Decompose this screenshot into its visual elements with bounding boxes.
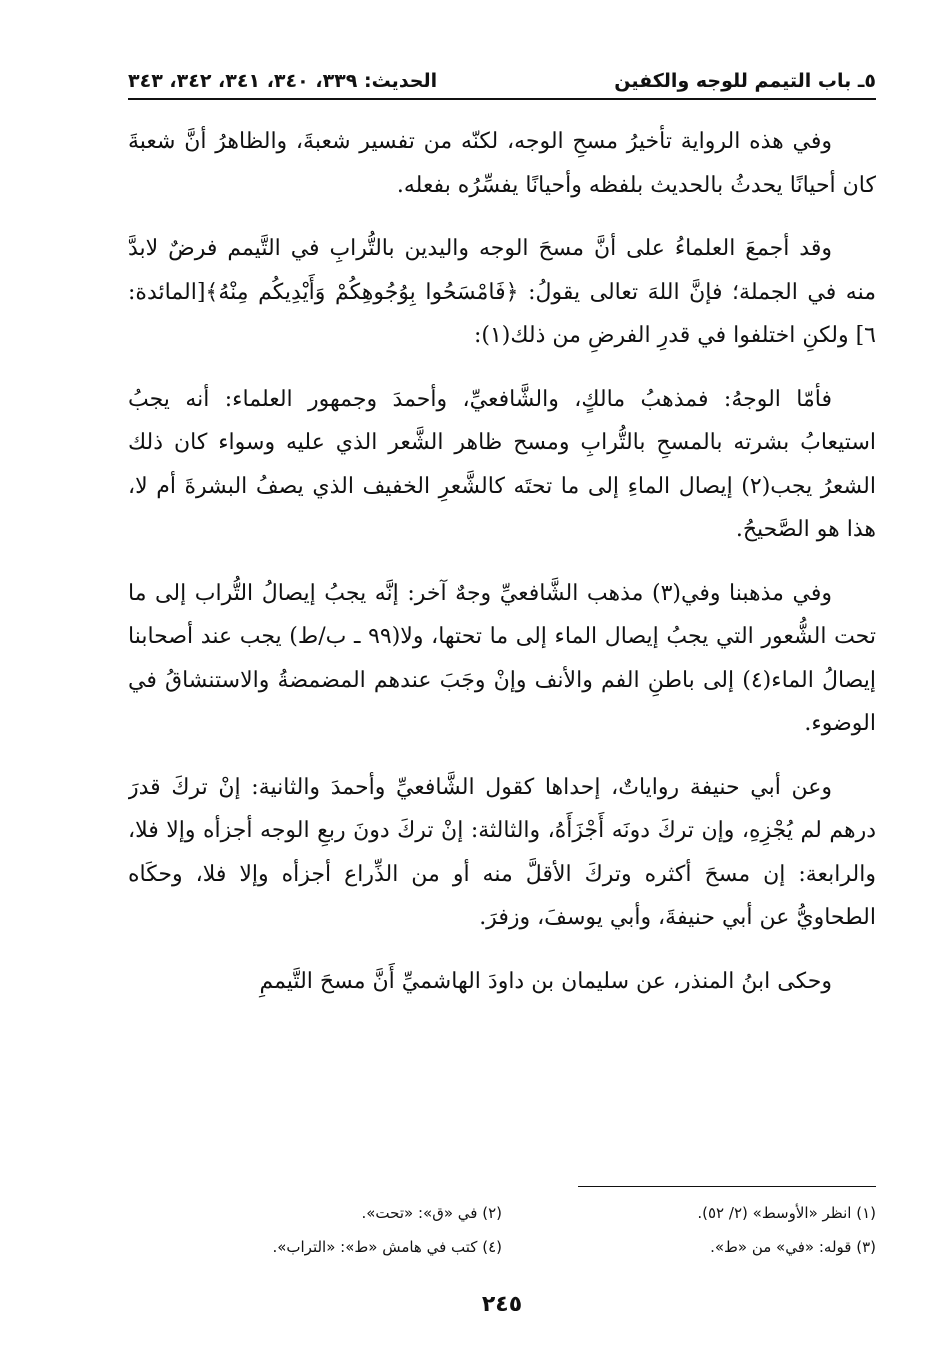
paragraph: وفي مذهبنا وفي(٣) مذهب الشَّافعيِّ وجهٌ آخر: إنَّه يجبُ إيصالُ التُّراب إلى ما تحت الشُّعور التي يجبُ إيصال الماء إلى ما تحتها، ولا(٩٩ ـ ب/ط) يجب عند أصحابنا إيصالُ الماء(٤) إلى باطنِ الفم والأنف وإنْ وجَبَ عندهم المضمضةُ والاستنشاقُ في الوضوء. <box>128 580 876 736</box>
page-number: ٢٤٥ <box>481 1292 523 1317</box>
main-text <box>128 120 876 1228</box>
paragraph: فأمّا الوجهُ: فمذهبُ مالكٍ، والشَّافعيِّ، وأحمدَ وجمهور العلماء: أنه يجبُ استيعابُ بشرته بالمسحِ بالتُّرابِ ومسح ظاهر الشَّعر الذي عليه وسواء كان ذلك الشعرُ يجب(٢) إيصال الماءِ إلى ما تحتَه كالشَّعرِ الخفيف الذي يصفُ البشرةَ أم لا، هذا هو الصَّحيحُ. <box>128 386 876 542</box>
footnotes <box>128 1196 876 1264</box>
running-header <box>128 58 876 100</box>
paragraph: وعن أبي حنيفة رواياتٌ، إحداها كقول الشَّافعيِّ وأحمدَ والثانية: إنْ تركَ قدرَ درهم لم يُجْزِهِ، وإن تركَ دونَه أَجْزَأَهُ، والثالثة: إنْ تركَ دونَ ربعِ الوجه أجزأه وإلا فلا، والرابعة: إن مسحَ أكثره وتركَ الأقلَّ منه أو من الذِّراع أجزأه وإلا فلا، وحكَاه الطحاويُّ عن أبي حنيفةَ، وأبي يوسفَ، وزفرَ. <box>128 774 876 930</box>
footnote-row <box>128 1196 876 1230</box>
footnote-row <box>128 1230 876 1264</box>
footnote-2: (٢) في «ق»: «تحت». <box>361 1204 502 1222</box>
footnote-1: (١) انظر «الأوسط» (٢/ ٥٢). <box>697 1204 876 1222</box>
chapter-title: ٥ـ باب التيمم للوجه والكفين <box>614 70 876 92</box>
footnote-4: (٤) كتب في هامش «ط»: «التراب». <box>272 1238 502 1256</box>
hadith-numbers: الحديث: ٣٣٩، ٣٤٠، ٣٤١، ٣٤٢، ٣٤٣ <box>128 70 438 92</box>
footnote-divider <box>578 1186 876 1187</box>
paragraph: وفي هذه الرواية تأخيرُ مسحِ الوجه، لكنّه من تفسير شعبةَ، والظاهرُ أنَّ شعبةَ كان أحيانًا يحدثُ بالحديث بلفظه وأحيانًا يفسِّرُه بفعله. <box>128 129 876 198</box>
document-page <box>128 58 876 1348</box>
paragraph: وقد أجمعَ العلماءُ على أنَّ مسحَ الوجه واليدين بالتُّرابِ في التَّيمم فرضٌ لابدَّ منه في الجملة؛ فإنَّ اللهَ تعالى يقولُ: ﴿فَامْسَحُوا بِوُجُوهِكُمْ وَأَيْدِيكُم مِنْهُ﴾[المائدة: ٦] ولكنِ اختلفوا في قدرِ الفرضِ من ذلك(١): <box>128 236 876 348</box>
paragraph: وحكى ابنُ المنذر، عن سليمان بن داودَ الهاشميِّ أَنَّ مسحَ التَّيممِ <box>259 968 832 994</box>
footnote-3: (٣) قوله: «في» من «ط». <box>710 1238 876 1256</box>
